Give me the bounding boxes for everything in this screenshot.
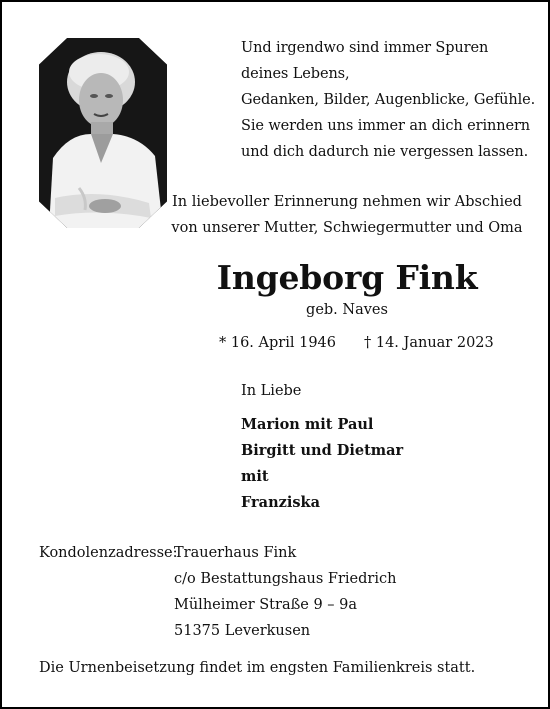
mourner-line: mit xyxy=(241,468,269,485)
address-line: Trauerhaus Fink xyxy=(174,545,297,561)
deceased-name: Ingeborg Fink xyxy=(216,258,478,297)
death-date: † 14. Januar 2023 xyxy=(364,335,494,351)
mourner-line: Birgitt und Dietmar xyxy=(241,442,404,459)
intro-line: von unserer Mutter, Schwiegermutter und Oma xyxy=(171,220,523,236)
birth-name: geb. Naves xyxy=(306,302,388,318)
birth-date: * 16. April 1946 xyxy=(219,335,336,351)
condolence-label: Kondolenzadresse: xyxy=(39,545,178,561)
farewell-intro xyxy=(152,189,542,241)
poem-line: deines Lebens, xyxy=(241,66,350,82)
mourners-list xyxy=(241,412,403,516)
address-line: 51375 Leverkusen xyxy=(174,623,311,639)
portrait-image xyxy=(39,38,167,228)
burial-note: Die Urnenbeisetzung findet im engsten Familienkreis statt. xyxy=(39,660,476,676)
poem-line: Sie werden uns immer an dich erinnern xyxy=(241,118,531,134)
memorial-poem xyxy=(241,35,541,165)
address-line: Mülheimer Straße 9 – 9a xyxy=(174,597,358,613)
address-line: c/o Bestattungshaus Friedrich xyxy=(174,571,397,587)
mourner-line: Franziska xyxy=(241,494,320,511)
portrait-photo xyxy=(39,38,167,228)
poem-line: Gedanken, Bilder, Augenblicke, Gefühle. xyxy=(241,92,536,108)
condolence-address xyxy=(174,540,396,644)
mourner-line: Marion mit Paul xyxy=(241,416,374,433)
mourners-intro: In Liebe xyxy=(241,383,302,399)
intro-line: In liebevoller Erinnerung nehmen wir Abschied xyxy=(172,194,522,210)
poem-line: und dich dadurch nie vergessen lassen. xyxy=(241,144,529,160)
poem-line: Und irgendwo sind immer Spuren xyxy=(241,40,489,56)
